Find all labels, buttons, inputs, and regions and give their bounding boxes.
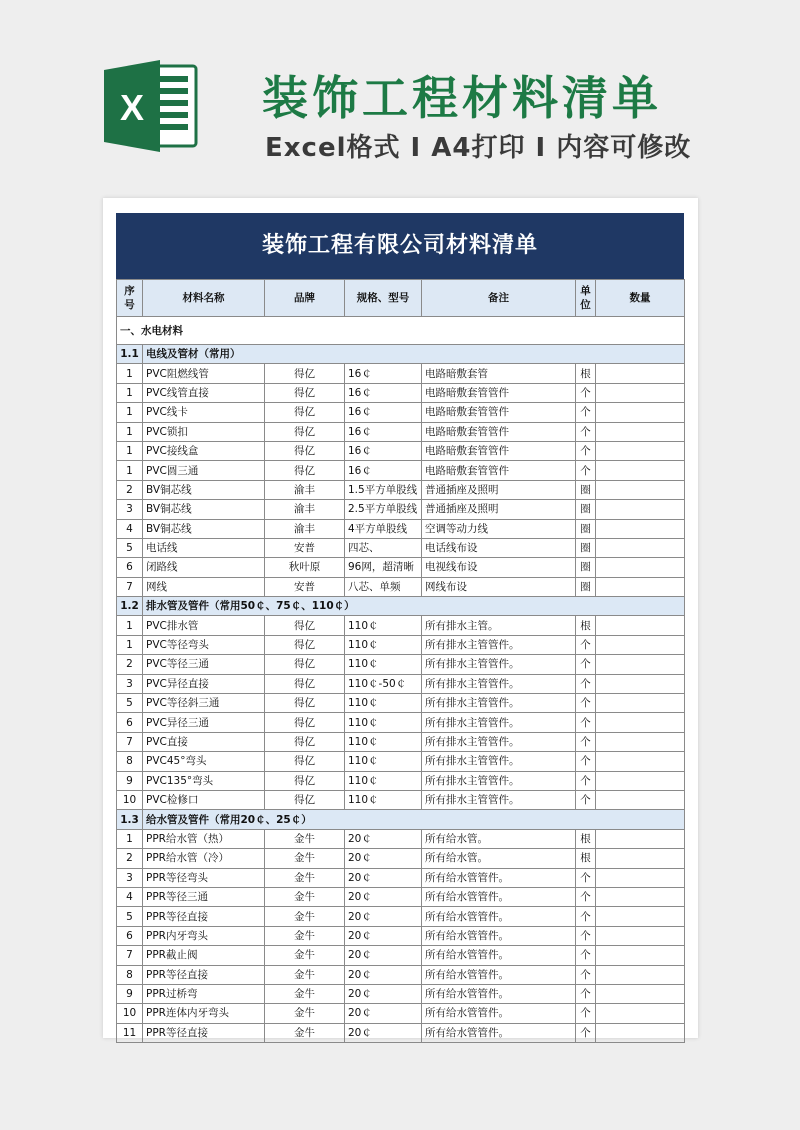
column-header: 序号 [117, 280, 143, 317]
table-cell[interactable]: 电路暗敷套管管件 [422, 403, 576, 422]
table-cell[interactable] [596, 635, 685, 654]
group-number: 1.1 [117, 345, 143, 364]
table-cell[interactable]: 个 [576, 984, 596, 1003]
table-cell[interactable]: PVC异径直接 [143, 674, 265, 693]
table-cell[interactable]: PVC45°弯头 [143, 752, 265, 771]
table-cell[interactable]: 7 [117, 732, 143, 751]
table-cell[interactable]: 金牛 [265, 965, 345, 984]
table-cell[interactable] [596, 674, 685, 693]
table-cell[interactable]: 得亿 [265, 771, 345, 790]
table-cell[interactable]: 1 [117, 403, 143, 422]
table-cell[interactable]: PVC排水管 [143, 616, 265, 635]
table-cell[interactable]: 所有排水主管管件。 [422, 635, 576, 654]
table-cell[interactable] [596, 984, 685, 1003]
table-row [117, 752, 685, 771]
table-cell[interactable]: 6 [117, 558, 143, 577]
table-cell[interactable]: 个 [576, 383, 596, 402]
table-cell[interactable]: PVC阻燃线管 [143, 364, 265, 383]
table-cell[interactable]: 得亿 [265, 694, 345, 713]
table-cell[interactable]: 所有给水管管件。 [422, 887, 576, 906]
group-number: 1.3 [117, 810, 143, 829]
table-cell[interactable]: PPR给水管（热） [143, 829, 265, 848]
column-header: 材料名称 [143, 280, 265, 317]
table-cell[interactable]: 个 [576, 635, 596, 654]
table-cell[interactable]: 110￠ [345, 655, 422, 674]
table-cell[interactable] [596, 790, 685, 809]
table-cell[interactable]: 110￠ [345, 635, 422, 654]
table-cell[interactable]: 个 [576, 422, 596, 441]
table-cell[interactable] [596, 752, 685, 771]
table-cell[interactable]: 所有给水管管件。 [422, 926, 576, 945]
table-row [117, 849, 685, 868]
table-row [117, 364, 685, 383]
table-cell[interactable]: PVC异径三通 [143, 713, 265, 732]
table-cell[interactable]: 闭路线 [143, 558, 265, 577]
table-cell[interactable]: 个 [576, 907, 596, 926]
table-cell[interactable]: 得亿 [265, 383, 345, 402]
table-cell[interactable]: 11 [117, 1023, 143, 1042]
table-cell[interactable]: 所有给水管管件。 [422, 907, 576, 926]
table-cell[interactable]: 安普 [265, 577, 345, 596]
column-header: 规格、型号 [345, 280, 422, 317]
table-cell[interactable]: 20￠ [345, 946, 422, 965]
table-cell[interactable]: 所有给水管管件。 [422, 965, 576, 984]
table-cell[interactable]: 9 [117, 984, 143, 1003]
table-cell[interactable]: 金牛 [265, 907, 345, 926]
table-cell[interactable]: 八芯、单频 [345, 577, 422, 596]
table-cell[interactable]: 3 [117, 500, 143, 519]
table-cell[interactable]: 2 [117, 480, 143, 499]
table-cell[interactable]: 所有给水管。 [422, 849, 576, 868]
table-cell[interactable]: 1.5平方单股线 [345, 480, 422, 499]
section-row [117, 317, 685, 345]
table-cell[interactable]: 圈 [576, 500, 596, 519]
table-cell[interactable]: 电路暗敷套管 [422, 364, 576, 383]
table-cell[interactable] [596, 965, 685, 984]
table-cell[interactable]: 普通插座及照明 [422, 500, 576, 519]
table-cell[interactable]: 6 [117, 713, 143, 732]
column-header: 品牌 [265, 280, 345, 317]
table-cell[interactable]: 20￠ [345, 868, 422, 887]
table-cell[interactable] [596, 694, 685, 713]
table-cell[interactable]: 20￠ [345, 965, 422, 984]
table-row [117, 732, 685, 751]
table-cell[interactable]: 圈 [576, 538, 596, 557]
table-cell[interactable]: 16￠ [345, 364, 422, 383]
table-cell[interactable] [596, 887, 685, 906]
table-cell[interactable] [596, 849, 685, 868]
table-cell[interactable]: 20￠ [345, 907, 422, 926]
table-row [117, 500, 685, 519]
table-cell[interactable]: 网线布设 [422, 577, 576, 596]
table-cell[interactable]: 个 [576, 732, 596, 751]
table-cell[interactable]: 电路暗敷套管管件 [422, 461, 576, 480]
table-cell[interactable]: 所有排水主管管件。 [422, 732, 576, 751]
spreadsheet-preview [103, 198, 698, 1038]
table-cell[interactable]: 得亿 [265, 403, 345, 422]
table-cell[interactable]: 8 [117, 965, 143, 984]
group-title: 给水管及管件（常用20￠、25￠） [143, 810, 685, 829]
table-cell[interactable]: 所有给水管。 [422, 829, 576, 848]
table-body [117, 317, 685, 1043]
table-cell[interactable]: 得亿 [265, 752, 345, 771]
table-cell[interactable]: 个 [576, 1023, 596, 1042]
table-row [117, 926, 685, 945]
table-cell[interactable]: 根 [576, 364, 596, 383]
table-cell[interactable] [596, 1023, 685, 1042]
table-cell[interactable]: PVC直接 [143, 732, 265, 751]
table-cell[interactable]: 金牛 [265, 868, 345, 887]
table-cell[interactable]: 20￠ [345, 829, 422, 848]
table-cell[interactable]: 1 [117, 383, 143, 402]
table-cell[interactable]: 所有排水主管管件。 [422, 771, 576, 790]
table-row [117, 461, 685, 480]
table-cell[interactable]: 1 [117, 364, 143, 383]
table-row [117, 383, 685, 402]
table-cell[interactable]: 所有排水主管管件。 [422, 752, 576, 771]
material-table [116, 279, 685, 1043]
group-title: 排水管及管件（常用50￠、75￠、110￠） [143, 597, 685, 616]
table-cell[interactable]: 普通插座及照明 [422, 480, 576, 499]
table-cell[interactable]: 16￠ [345, 441, 422, 460]
table-cell[interactable]: 得亿 [265, 461, 345, 480]
table-cell[interactable]: 空调等动力线 [422, 519, 576, 538]
table-cell[interactable]: 圈 [576, 519, 596, 538]
page-subtitle: Excel格式 I A4打印 I 内容可修改 [265, 133, 692, 163]
table-cell[interactable]: 电话线布设 [422, 538, 576, 557]
table-cell[interactable]: 个 [576, 713, 596, 732]
table-cell[interactable]: 20￠ [345, 1023, 422, 1042]
table-cell[interactable]: 110￠ [345, 616, 422, 635]
table-row [117, 713, 685, 732]
table-cell[interactable]: 秋叶原 [265, 558, 345, 577]
table-cell[interactable]: 个 [576, 752, 596, 771]
table-cell[interactable]: 得亿 [265, 441, 345, 460]
table-cell[interactable]: 10 [117, 790, 143, 809]
table-cell[interactable]: PVC接线盒 [143, 441, 265, 460]
table-cell[interactable] [596, 616, 685, 635]
column-header: 单位 [576, 280, 596, 317]
table-cell[interactable]: 所有排水主管。 [422, 616, 576, 635]
table-row [117, 790, 685, 809]
table-cell[interactable]: 电话线 [143, 538, 265, 557]
table-cell[interactable]: 得亿 [265, 364, 345, 383]
table-cell[interactable]: 圈 [576, 577, 596, 596]
table-cell[interactable] [596, 500, 685, 519]
table-cell[interactable]: 20￠ [345, 887, 422, 906]
table-cell[interactable]: 得亿 [265, 422, 345, 441]
table-row [117, 577, 685, 596]
table-cell[interactable]: 5 [117, 907, 143, 926]
table-cell[interactable]: PVC锁扣 [143, 422, 265, 441]
table-cell[interactable]: 个 [576, 694, 596, 713]
table-cell[interactable]: 16￠ [345, 461, 422, 480]
table-cell[interactable]: PVC线管直接 [143, 383, 265, 402]
table-cell[interactable]: PPR等径三通 [143, 887, 265, 906]
page-title: 装饰工程材料清单 [262, 71, 662, 125]
table-cell[interactable] [596, 907, 685, 926]
table-cell[interactable]: 1 [117, 422, 143, 441]
table-row [117, 907, 685, 926]
table-cell[interactable]: 根 [576, 849, 596, 868]
table-cell[interactable]: 96网，超清晰 [345, 558, 422, 577]
group-header-row [117, 810, 685, 829]
table-row [117, 635, 685, 654]
table-cell[interactable]: PPR等径直接 [143, 1023, 265, 1042]
table-cell[interactable]: PVC等径三通 [143, 655, 265, 674]
table-cell[interactable]: 110￠ [345, 732, 422, 751]
table-cell[interactable]: 2 [117, 849, 143, 868]
table-cell[interactable]: 个 [576, 441, 596, 460]
table-cell[interactable]: 个 [576, 403, 596, 422]
table-row [117, 655, 685, 674]
table-cell[interactable] [596, 868, 685, 887]
table-cell[interactable]: PVC圆三通 [143, 461, 265, 480]
table-row [117, 1023, 685, 1042]
material-table-container [116, 213, 684, 1043]
table-cell[interactable]: 金牛 [265, 984, 345, 1003]
table-cell[interactable]: 1 [117, 829, 143, 848]
table-row [117, 887, 685, 906]
table-row [117, 694, 685, 713]
table-cell[interactable]: 金牛 [265, 829, 345, 848]
table-cell[interactable] [596, 480, 685, 499]
table-cell[interactable]: 20￠ [345, 1004, 422, 1023]
table-cell[interactable]: 得亿 [265, 790, 345, 809]
table-cell[interactable]: 网线 [143, 577, 265, 596]
table-cell[interactable]: 110￠ [345, 752, 422, 771]
table-cell[interactable]: 16￠ [345, 422, 422, 441]
table-cell[interactable]: 金牛 [265, 946, 345, 965]
table-cell[interactable]: 根 [576, 829, 596, 848]
table-cell[interactable]: 个 [576, 926, 596, 945]
table-cell[interactable]: 1 [117, 616, 143, 635]
table-cell[interactable]: 个 [576, 790, 596, 809]
table-cell[interactable]: 所有给水管管件。 [422, 868, 576, 887]
table-cell[interactable]: 金牛 [265, 1023, 345, 1042]
table-cell[interactable]: 9 [117, 771, 143, 790]
table-cell[interactable] [596, 403, 685, 422]
table-cell[interactable]: PPR内牙弯头 [143, 926, 265, 945]
table-row [117, 771, 685, 790]
table-cell[interactable]: 16￠ [345, 383, 422, 402]
table-row [117, 480, 685, 499]
table-cell[interactable]: 4 [117, 887, 143, 906]
table-cell[interactable]: 金牛 [265, 849, 345, 868]
table-cell[interactable]: 20￠ [345, 849, 422, 868]
table-row [117, 616, 685, 635]
table-cell[interactable]: 3 [117, 868, 143, 887]
table-cell[interactable]: 渝丰 [265, 519, 345, 538]
table-cell[interactable]: 个 [576, 946, 596, 965]
table-cell[interactable]: 个 [576, 461, 596, 480]
table-cell[interactable] [596, 519, 685, 538]
table-cell[interactable]: 5 [117, 538, 143, 557]
table-cell[interactable]: 20￠ [345, 926, 422, 945]
table-cell[interactable]: 电视线布设 [422, 558, 576, 577]
table-cell[interactable]: 金牛 [265, 1004, 345, 1023]
table-row [117, 868, 685, 887]
excel-logo-letter: X [119, 87, 145, 128]
table-cell[interactable]: 所有排水主管管件。 [422, 694, 576, 713]
table-cell[interactable]: BV铜芯线 [143, 519, 265, 538]
column-header: 数量 [596, 280, 685, 317]
table-cell[interactable]: 110￠ [345, 713, 422, 732]
table-cell[interactable]: 金牛 [265, 926, 345, 945]
table-cell[interactable]: 圈 [576, 480, 596, 499]
table-cell[interactable]: PVC检修口 [143, 790, 265, 809]
group-title: 电线及管材（常用） [143, 345, 685, 364]
table-cell[interactable]: 5 [117, 694, 143, 713]
table-row [117, 403, 685, 422]
table-cell[interactable]: 所有排水主管管件。 [422, 655, 576, 674]
table-cell[interactable]: 得亿 [265, 713, 345, 732]
table-cell[interactable] [596, 577, 685, 596]
table-cell[interactable]: 7 [117, 946, 143, 965]
table-cell[interactable]: 圈 [576, 558, 596, 577]
table-cell[interactable]: 2 [117, 655, 143, 674]
table-cell[interactable]: 安普 [265, 538, 345, 557]
table-row [117, 829, 685, 848]
table-row [117, 984, 685, 1003]
excel-logo-icon [100, 56, 200, 156]
table-row [117, 558, 685, 577]
table-cell[interactable]: 渝丰 [265, 500, 345, 519]
table-cell[interactable]: 金牛 [265, 887, 345, 906]
table-cell[interactable]: 1 [117, 441, 143, 460]
table-cell[interactable] [596, 655, 685, 674]
table-cell[interactable] [596, 713, 685, 732]
table-cell[interactable] [596, 383, 685, 402]
table-cell[interactable]: BV铜芯线 [143, 500, 265, 519]
table-cell[interactable]: 110￠ [345, 771, 422, 790]
table-cell[interactable]: 110￠ [345, 790, 422, 809]
table-cell[interactable]: 电路暗敷套管管件 [422, 441, 576, 460]
table-cell[interactable] [596, 926, 685, 945]
table-cell[interactable]: 渝丰 [265, 480, 345, 499]
table-cell[interactable]: 110￠-50￠ [345, 674, 422, 693]
table-cell[interactable]: PPR过桥弯 [143, 984, 265, 1003]
table-cell[interactable]: PPR等径直接 [143, 907, 265, 926]
table-cell[interactable]: 电路暗敷套管管件 [422, 422, 576, 441]
table-cell[interactable]: 所有给水管管件。 [422, 984, 576, 1003]
table-cell[interactable]: PPR等径弯头 [143, 868, 265, 887]
table-cell[interactable] [596, 829, 685, 848]
table-cell[interactable]: 所有给水管管件。 [422, 946, 576, 965]
table-cell[interactable] [596, 364, 685, 383]
table-cell[interactable] [596, 732, 685, 751]
table-cell[interactable]: PVC等径弯头 [143, 635, 265, 654]
table-cell[interactable]: 所有给水管管件。 [422, 1023, 576, 1042]
table-row [117, 441, 685, 460]
table-cell[interactable]: 1 [117, 635, 143, 654]
section-title: 一、水电材料 [117, 317, 685, 345]
table-cell[interactable]: 所有排水主管管件。 [422, 713, 576, 732]
table-row [117, 674, 685, 693]
table-header-row [117, 280, 685, 317]
group-header-row [117, 597, 685, 616]
table-cell[interactable] [596, 422, 685, 441]
table-cell[interactable]: 1 [117, 461, 143, 480]
table-cell[interactable]: 6 [117, 926, 143, 945]
table-cell[interactable]: 个 [576, 771, 596, 790]
table-cell[interactable]: 得亿 [265, 655, 345, 674]
table-row [117, 422, 685, 441]
table-cell[interactable]: PVC135°弯头 [143, 771, 265, 790]
table-cell[interactable]: 所有排水主管管件。 [422, 790, 576, 809]
table-cell[interactable]: 3 [117, 674, 143, 693]
table-cell[interactable]: 2.5平方单股线 [345, 500, 422, 519]
table-cell[interactable]: 电路暗敷套管管件 [422, 383, 576, 402]
column-header: 备注 [422, 280, 576, 317]
table-cell[interactable]: 4 [117, 519, 143, 538]
table-cell[interactable]: 个 [576, 868, 596, 887]
table-cell[interactable]: 得亿 [265, 674, 345, 693]
table-cell[interactable]: PPR连体内牙弯头 [143, 1004, 265, 1023]
table-cell[interactable]: PPR给水管（冷） [143, 849, 265, 868]
table-cell[interactable]: 个 [576, 887, 596, 906]
table-row [117, 965, 685, 984]
table-cell[interactable]: 10 [117, 1004, 143, 1023]
table-cell[interactable]: 根 [576, 616, 596, 635]
table-cell[interactable]: 个 [576, 674, 596, 693]
table-cell[interactable] [596, 538, 685, 557]
table-row [117, 519, 685, 538]
table-cell[interactable]: 8 [117, 752, 143, 771]
table-cell[interactable]: PPR截止阀 [143, 946, 265, 965]
table-row [117, 946, 685, 965]
table-cell[interactable]: PVC线卡 [143, 403, 265, 422]
table-cell[interactable]: BV铜芯线 [143, 480, 265, 499]
table-cell[interactable]: 个 [576, 655, 596, 674]
table-row [117, 1004, 685, 1023]
table-cell[interactable]: 16￠ [345, 403, 422, 422]
table-cell[interactable]: 得亿 [265, 635, 345, 654]
table-cell[interactable]: PVC等径斜三通 [143, 694, 265, 713]
group-number: 1.2 [117, 597, 143, 616]
table-cell[interactable]: 110￠ [345, 694, 422, 713]
table-banner: 装饰工程有限公司材料清单 [116, 213, 684, 279]
table-cell[interactable]: PPR等径直接 [143, 965, 265, 984]
table-cell[interactable]: 四芯、 [345, 538, 422, 557]
table-cell[interactable] [596, 461, 685, 480]
table-cell[interactable] [596, 558, 685, 577]
table-cell[interactable]: 得亿 [265, 616, 345, 635]
table-cell[interactable]: 得亿 [265, 732, 345, 751]
group-header-row [117, 345, 685, 364]
table-cell[interactable] [596, 771, 685, 790]
table-cell[interactable]: 所有排水主管管件。 [422, 674, 576, 693]
table-cell[interactable]: 个 [576, 965, 596, 984]
table-cell[interactable]: 个 [576, 1004, 596, 1023]
table-cell[interactable]: 20￠ [345, 984, 422, 1003]
table-cell[interactable] [596, 946, 685, 965]
table-row [117, 538, 685, 557]
page-header [0, 0, 800, 190]
table-cell[interactable]: 4平方单股线 [345, 519, 422, 538]
table-cell[interactable]: 7 [117, 577, 143, 596]
table-cell[interactable]: 所有给水管管件。 [422, 1004, 576, 1023]
table-cell[interactable] [596, 1004, 685, 1023]
table-cell[interactable] [596, 441, 685, 460]
